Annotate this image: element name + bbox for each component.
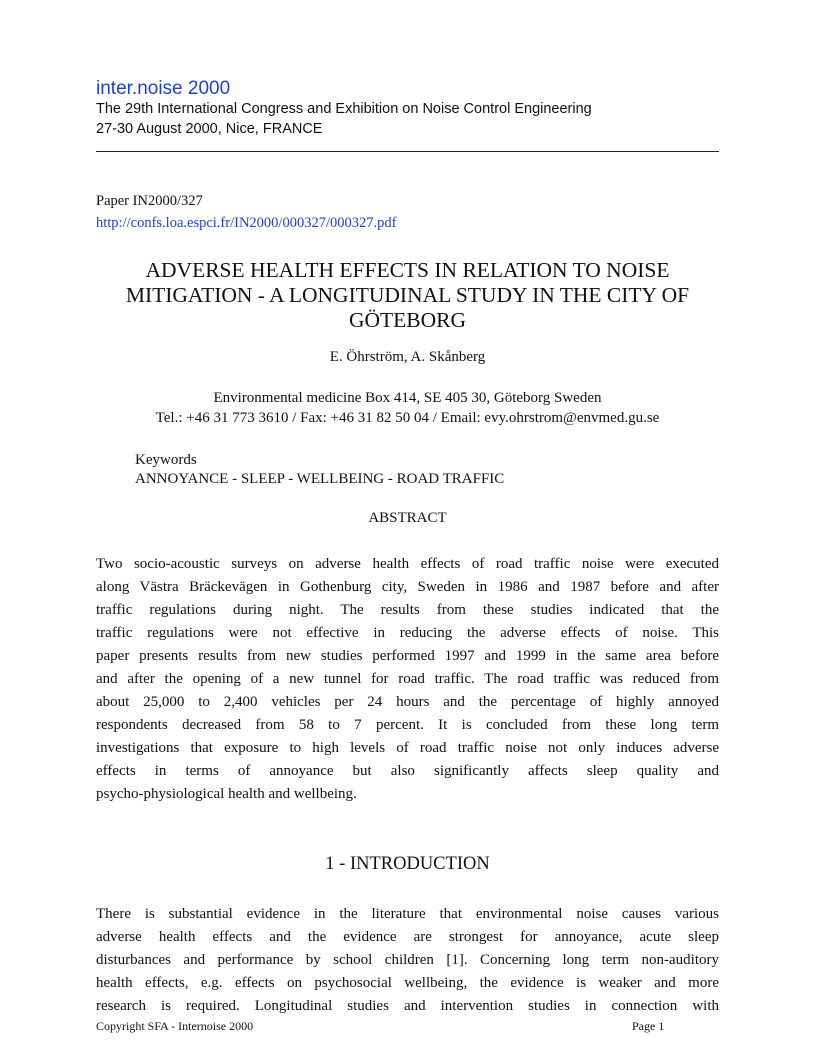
affiliation-address: Environmental medicine Box 414, SE 405 30, Göteborg Sweden [213, 390, 602, 406]
abstract-line: about 25,000 to 2,400 vehicles per 24 hours and the percentage of highly annoyed [96, 694, 719, 710]
title-line: MITIGATION - A LONGITUDINAL STUDY IN THE CITY OF [125, 283, 690, 307]
introduction-line: There is substantial evidence in the literature that environmental noise causes various [96, 906, 719, 922]
footer-copyright: Copyright SFA - Internoise 2000 [96, 1019, 254, 1033]
introduction-heading: 1 - INTRODUCTION [325, 854, 490, 874]
footer-page-number: Page 1 [632, 1019, 665, 1033]
abstract-line: traffic regulations were not effective in reducing the adverse effects of noise. This [96, 625, 719, 641]
abstract-line: and after the opening of a new tunnel for road traffic. The road traffic was reduced from [96, 671, 719, 687]
title-line: GÖTEBORG [348, 308, 467, 332]
abstract-line: along Västra Bräckevägen in Gothenburg city, Sweden in 1986 and 1987 before and after [96, 579, 719, 595]
conference-name: inter.noise 2000 [96, 78, 231, 99]
paper-title [96, 258, 719, 333]
introduction-body [96, 903, 719, 1018]
title-line: ADVERSE HEALTH EFFECTS IN RELATION TO NOISE [145, 258, 670, 282]
abstract-line: paper presents results from new studies performed 1997 and 1999 in the same area before [96, 648, 719, 664]
keywords-list: ANNOYANCE - SLEEP - WELLBEING - ROAD TRAFFIC [135, 471, 505, 487]
abstract-line: psycho-physiological health and wellbeing. [96, 786, 357, 802]
abstract-line: investigations that exposure to high levels of road traffic noise not only induces adverse [96, 740, 719, 756]
introduction-line: disturbances and performance by school children [1]. Concerning long term non-auditory [96, 952, 719, 968]
abstract-line: respondents decreased from 58 to 7 percent. It is concluded from these long term [96, 717, 719, 733]
paper-url-link[interactable]: http://confs.loa.espci.fr/IN2000/000327/000327.pdf [96, 215, 397, 231]
keywords-heading: Keywords [135, 452, 197, 468]
introduction-line: adverse health effects and the evidence are strongest for annoyance, acute sleep [96, 929, 719, 945]
introduction-line: research is required. Longitudinal studies and intervention studies in connection with [96, 998, 719, 1014]
congress-title: The 29th International Congress and Exhibition on Noise Control Engineering [96, 101, 592, 117]
abstract-line: Two socio-acoustic surveys on adverse health effects of road traffic noise were executed [96, 556, 719, 572]
authors: E. Öhrström, A. Skånberg [329, 349, 486, 365]
abstract-body [96, 553, 719, 806]
abstract-line: traffic regulations during night. The results from these studies indicated that the [96, 602, 719, 618]
introduction-line: health effects, e.g. effects on psychosocial wellbeing, the evidence is weaker and more [96, 975, 719, 991]
affiliation-contact: Tel.: +46 31 773 3610 / Fax: +46 31 82 50 04 / Email: evy.ohrstrom@envmed.gu.se [155, 410, 660, 426]
header-divider [96, 151, 719, 152]
abstract-heading: ABSTRACT [368, 510, 447, 526]
affiliation [96, 388, 719, 428]
abstract-line: effects in terms of annoyance but also significantly affects sleep quality and [96, 763, 719, 779]
paper-id: Paper IN2000/327 [96, 193, 203, 209]
conference-dates: 27-30 August 2000, Nice, FRANCE [96, 121, 323, 137]
